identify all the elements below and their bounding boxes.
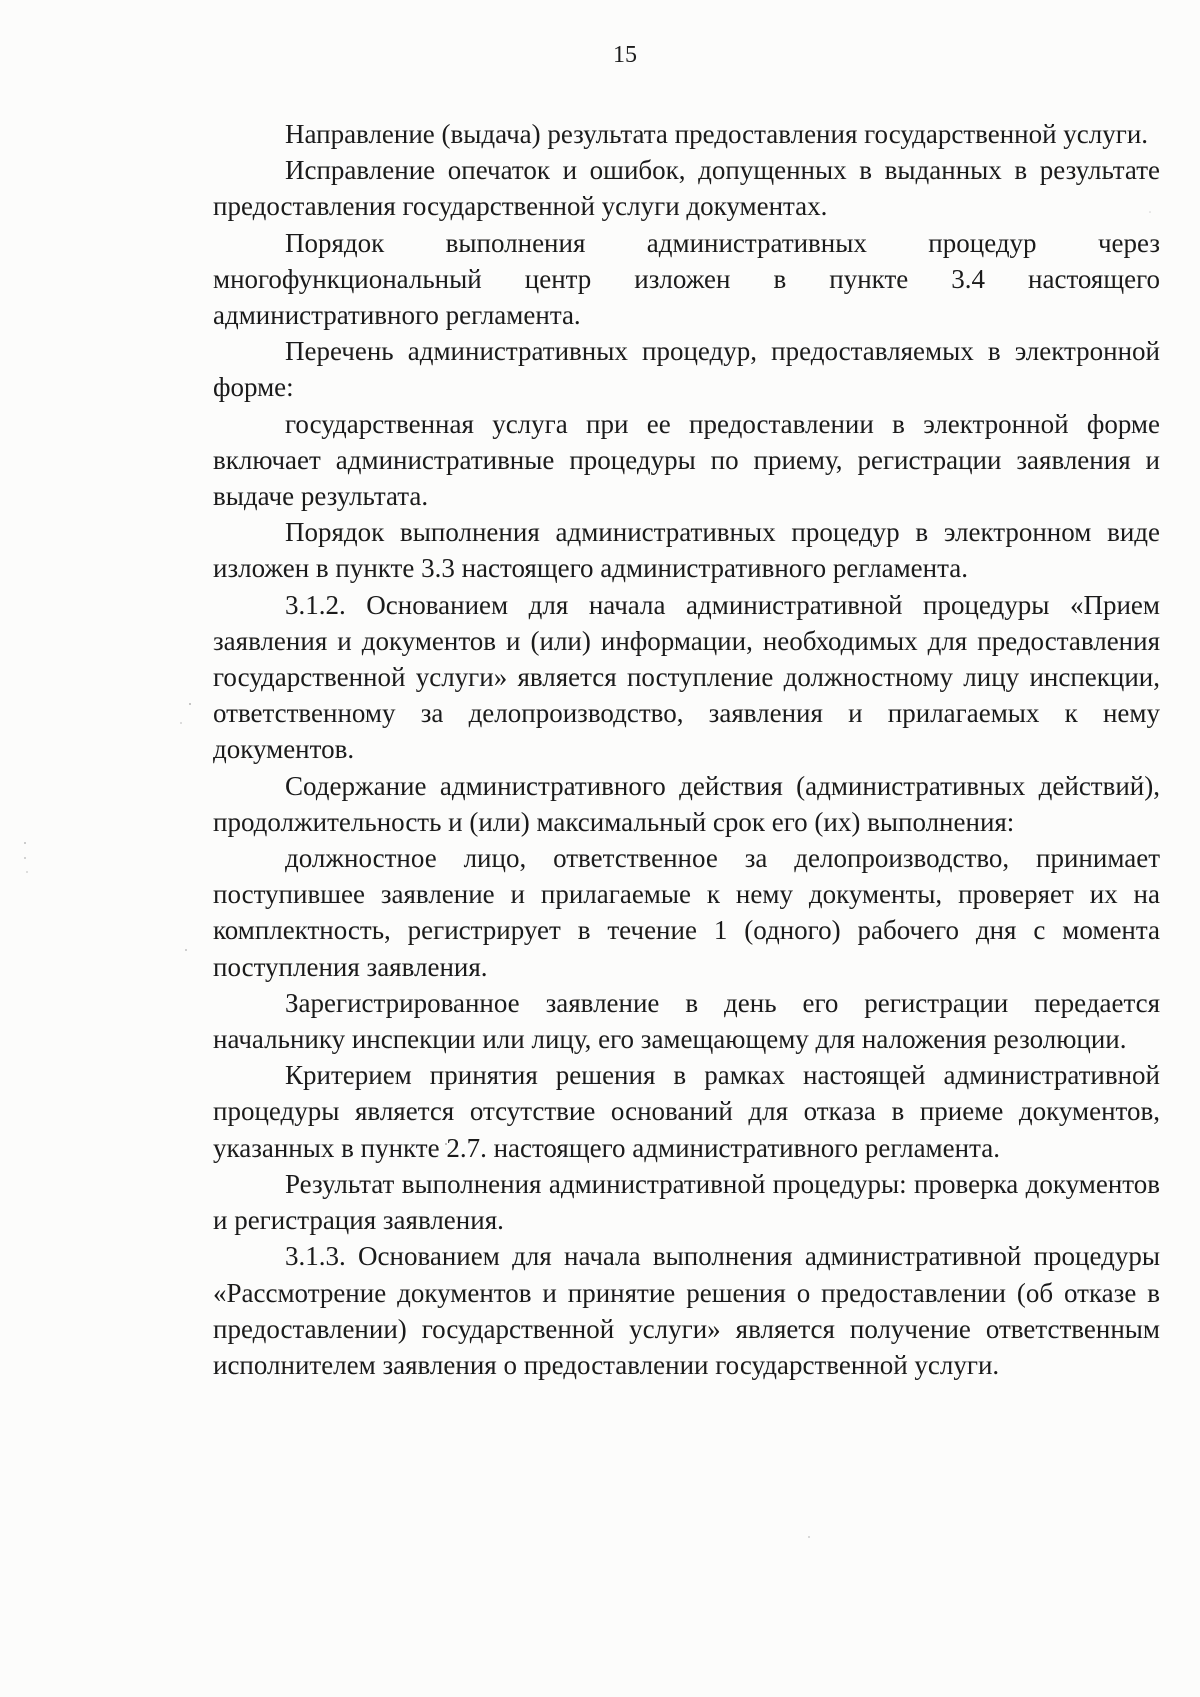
paragraph: 3.1.3. Основанием для начала выполнения административной процедуры «Рассмотрение документов и принятие решения о предоставлении (об отказе в предоставлении) государственной услуги» является получение ответственным исполнителем заявления о предоставлении государственной услуги. (213, 1241, 1160, 1380)
paragraph: Исправление опечаток и ошибок, допущенных в выданных в результате предоставления государственной услуги документах. (213, 155, 1160, 222)
paragraph: Критерием принятия решения в рамках настоящей административной процедуры является отсутствие оснований для отказа в приеме документов, указанных в пункте 2.7. настоящего административного регламента. (213, 1060, 1160, 1163)
paragraph: должностное лицо, ответственное за делопроизводство, принимает поступившее заявление и прилагаемые к нему документы, проверяет их на комплектность, регистрирует в течение 1 (одного) рабочего дня с момента поступления заявления. (213, 843, 1160, 982)
paragraph: Порядок выполнения административных процедур через многофункциональный центр изложен в пункте 3.4 настоящего административного регламента. (213, 227, 1160, 331)
paragraph: 3.1.2. Основанием для начала административной процедуры «Прием заявления и документов и (или) информации, необходимых для предоставления государственной услуги» является поступление должностному лицу инспекции, ответственному за делопроизводство, заявления и прилагаемых к нему документов. (213, 589, 1160, 765)
paragraph: государственная услуга при ее предоставлении в электронной форме включает административные процедуры по приему, регистрации заявления и выдаче результата. (213, 408, 1160, 512)
page-number: 15 (613, 42, 637, 68)
paragraph: Содержание административного действия (административных действий), продолжительность и (или) максимальный срок его (их) выполнения: (213, 770, 1160, 837)
paragraph: Направление (выдача) результата предоставления государственной услуги. (285, 119, 1149, 149)
paragraph: Порядок выполнения административных процедур в электронном виде изложен в пункте 3.3 настоящего административного регламента. (213, 517, 1160, 584)
paragraph: Результат выполнения административной процедуры: проверка документов и регистрация заявления. (213, 1168, 1160, 1236)
paragraph: Перечень административных процедур, предоставляемых в электронной форме: (213, 336, 1160, 403)
document-body (213, 116, 1160, 1383)
paragraph: Зарегистрированное заявление в день его регистрации передается начальнику инспекции или лицу, его замещающему для наложения резолюции. (213, 987, 1160, 1055)
